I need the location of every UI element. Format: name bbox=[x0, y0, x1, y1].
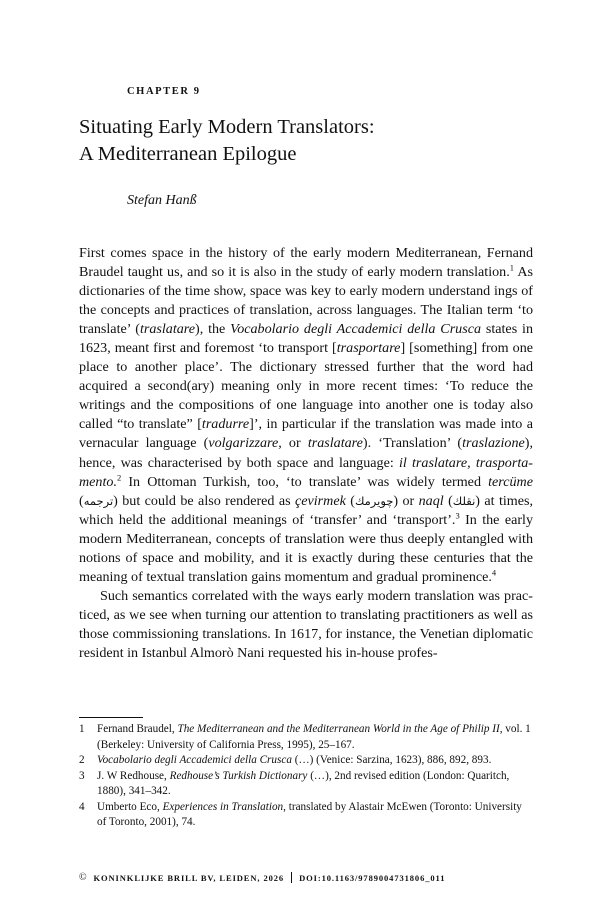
text-run: ( bbox=[79, 492, 84, 509]
text-run: states in 1623, meant first and foremost ‘to transport [ bbox=[79, 321, 533, 357]
text-run: ( bbox=[443, 492, 453, 509]
text-run: ) at times, which held the additional meanings of ‘transfer’ and ‘transport’. bbox=[79, 492, 534, 528]
footnote-ref[interactable]: 1 bbox=[509, 262, 514, 273]
footnote-text bbox=[97, 800, 533, 831]
italic-text: naql bbox=[418, 492, 444, 509]
text-run: ), the bbox=[195, 321, 231, 338]
italic-text: Redhouse’s Turkish Dictionary bbox=[169, 769, 308, 782]
text-run: First comes space in the history of the early modern Mediterranean, Fernand Braudel taught us, and so it is also in the study of early modern translation. bbox=[79, 245, 533, 281]
text-run: ). ‘Translation’ ( bbox=[362, 435, 463, 452]
italic-text: çevirmek bbox=[294, 492, 346, 509]
italic-text: traslatare bbox=[307, 435, 363, 452]
chapter-title bbox=[79, 114, 375, 168]
text-run: ) but could be also rendered as bbox=[113, 492, 295, 509]
text-run: , translated by Alastair McEwen (Toronto: University of Toronto, 2001), 74. bbox=[97, 800, 522, 828]
chapter-title-line-2: A Mediterranean Epilogue bbox=[79, 143, 297, 165]
italic-text: Vocabolario degli Accademici della Crusca bbox=[97, 754, 292, 766]
text-run: In the early modern Mediterranean, concepts of translation were thus deeply entangled with notions of space and mobility, and it is exactly during these centuries that the meaning of textual translation gains momentum and gradual prominence. bbox=[79, 511, 533, 585]
footnote-number: 1 bbox=[79, 723, 85, 735]
footnote-ref[interactable]: 2 bbox=[116, 471, 122, 482]
footnote-ref[interactable]: 4 bbox=[491, 567, 497, 578]
text-run: ) or bbox=[393, 492, 419, 509]
text-run: ( bbox=[345, 492, 355, 509]
footnote bbox=[79, 800, 533, 831]
body-text bbox=[79, 244, 533, 663]
text-run: (…) (Venice: Sarzina, 1623), 886, 892, 893. bbox=[291, 754, 492, 766]
copyright-icon: © bbox=[79, 872, 88, 883]
paragraph-2 bbox=[79, 587, 533, 663]
footnote-text bbox=[97, 769, 533, 800]
footnote bbox=[79, 753, 533, 769]
publisher-text: KONINKLIJKE BRILL BV, LEIDEN, 2026 bbox=[93, 872, 285, 883]
text-run: Fernand Braudel, bbox=[97, 723, 178, 735]
text-run: ] [something] from one place to another place’. The dictionary stressed further that the word had acquired a second(ary) meaning only in more recent times: ‘To reduce the writings and the compositions of one language into another one is today also called “to translate” [ bbox=[79, 340, 533, 433]
text-run: J. W Redhouse, bbox=[97, 769, 170, 782]
italic-text: tercüme bbox=[488, 473, 533, 490]
paragraph-1 bbox=[79, 244, 533, 587]
footnote-text bbox=[97, 753, 533, 769]
ottoman-term: چويرمك bbox=[354, 493, 394, 508]
page-footer bbox=[79, 872, 445, 883]
ottoman-term: نقلك bbox=[452, 493, 476, 508]
italic-text: traslatare bbox=[139, 321, 196, 338]
italic-text: trasportare bbox=[336, 340, 401, 357]
text-run: (…), 2nd revised edition (London: Quaritch, 1880), 341–342. bbox=[97, 769, 510, 797]
ottoman-term: ترجمه bbox=[83, 493, 114, 508]
footer-divider bbox=[291, 872, 292, 883]
footnote-text bbox=[97, 722, 533, 753]
text-run: , vol. 1 (Berkeley: University of California Press, 1995), 25–167. bbox=[97, 723, 531, 751]
footnote bbox=[79, 769, 533, 800]
italic-text: tradurre bbox=[201, 416, 250, 433]
italic-text: Experiences in Translation bbox=[162, 800, 284, 813]
chapter-label: CHAPTER 9 bbox=[127, 86, 201, 97]
doi-link[interactable]: DOI:10.1163/9789004731806_011 bbox=[299, 872, 446, 883]
italic-text: Vocabolario degli Accademici della Crusca bbox=[230, 321, 482, 338]
footnote bbox=[79, 722, 533, 753]
text-run: Such semantics correlated with the ways early modern translation was practiced, as we see when turning our attention to translating practitioners as well as those commissioning translations. In 1617, for instance, the Venetian diplomatic resident in Istanbul Almorò Nani requested his in-house profes- bbox=[79, 587, 533, 661]
footnote-rule bbox=[79, 717, 143, 718]
footnote-number: 3 bbox=[79, 769, 85, 782]
text-run: ), hence, was characterised by both space and language: bbox=[79, 435, 533, 471]
italic-text: traslazione bbox=[462, 435, 525, 452]
italic-text: The Mediterranean and the Mediterranean World in the Age of Philip II bbox=[177, 723, 500, 735]
author-name: Stefan Hanß bbox=[127, 193, 197, 208]
text-run: As dictionaries of the time show, space was key to early modern understand ings of the concepts and practices of translation, across languages. The Italian term ‘to translate’ ( bbox=[79, 264, 533, 338]
text-run: Umberto Eco, bbox=[97, 800, 163, 813]
footnote-number: 2 bbox=[79, 754, 85, 766]
footnote-number: 4 bbox=[79, 800, 85, 813]
text-run: , or bbox=[278, 435, 308, 452]
text-run: In Ottoman Turkish, too, ‘to translate’ was widely termed bbox=[121, 473, 489, 490]
chapter-title-line-1: Situating Early Modern Translators: bbox=[79, 116, 375, 138]
text-run: ]’, in particular if the translation was made into a vernacular language ( bbox=[79, 416, 533, 452]
italic-text: il traslatare, trasportamento. bbox=[79, 454, 533, 490]
footnotes bbox=[79, 722, 533, 831]
italic-text: volgarizzare bbox=[208, 435, 279, 452]
footnote-ref[interactable]: 3 bbox=[455, 509, 460, 520]
